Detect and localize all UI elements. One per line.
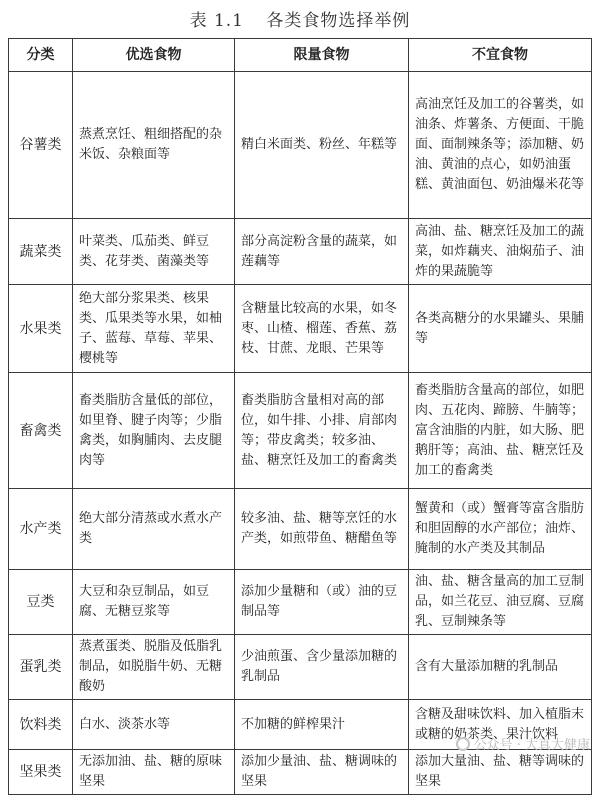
header-limited: 限量食物 — [235, 39, 409, 72]
wechat-logo-icon — [456, 737, 470, 751]
food-choice-table — [8, 38, 592, 795]
category-cell: 坚果类 — [9, 750, 73, 795]
watermark — [456, 734, 590, 753]
table-row — [9, 570, 592, 635]
table-row — [9, 750, 592, 795]
unsuitable-cell: 添加大量油、盐、糖等调味的坚果 — [409, 750, 592, 795]
preferred-cell: 畜类脂肪含量低的部位，如里脊、腱子肉等；少脂禽类，如胸脯肉、去皮腿肉等 — [73, 373, 235, 489]
preferred-cell: 绝大部分浆果类、核果类、瓜果类等水果，如柚子、蓝莓、草莓、苹果、樱桃等 — [73, 285, 235, 373]
table-caption — [0, 6, 600, 31]
header-category: 分类 — [9, 39, 73, 72]
unsuitable-cell: 含有大量添加糖的乳制品 — [409, 635, 592, 700]
unsuitable-cell: 各类高糖分的水果罐头、果脯等 — [409, 285, 592, 373]
category-cell: 谷薯类 — [9, 72, 73, 219]
unsuitable-cell: 含糖及甜味饮料、加入植脂末或糖的奶茶类、果汁饮料 — [409, 700, 592, 750]
limited-cell: 不加糖的鲜榨果汁 — [235, 700, 409, 750]
table-row — [9, 285, 592, 373]
table-row — [9, 72, 592, 219]
watermark-text: 公众号 · 大真大健康 — [473, 738, 590, 753]
category-cell: 水产类 — [9, 489, 73, 570]
preferred-cell: 蒸煮蛋类、脱脂及低脂乳制品，如脱脂牛奶、无糖酸奶 — [73, 635, 235, 700]
table-number: 表 1.1 — [189, 11, 245, 31]
category-cell: 水果类 — [9, 285, 73, 373]
unsuitable-cell: 高油、盐、糖烹饪及加工的蔬菜，如炸藕夹、油焖茄子、油炸的果蔬脆等 — [409, 219, 592, 285]
limited-cell: 畜类脂肪含量相对高的部位，如牛排、小排、肩部肉等；带皮禽类；较多油、盐、糖烹饪及加工的畜禽类 — [235, 373, 409, 489]
table-row — [9, 489, 592, 570]
unsuitable-cell: 蟹黄和（或）蟹膏等富含脂肪和胆固醇的水产部位；油炸、腌制的水产类及其制品 — [409, 489, 592, 570]
table-title: 各类食物选择举例 — [266, 11, 411, 31]
category-cell: 畜禽类 — [9, 373, 73, 489]
limited-cell: 部分高淀粉含量的蔬菜，如莲藕等 — [235, 219, 409, 285]
unsuitable-cell: 畜类脂肪含量高的部位，如肥肉、五花肉、蹄膀、牛腩等；富含油脂的内脏，如大肠、肥鹅肝等；高油、盐、糖烹饪及加工的畜禽类 — [409, 373, 592, 489]
preferred-cell: 蒸煮烹饪、粗细搭配的杂米饭、杂粮面等 — [73, 72, 235, 219]
unsuitable-cell: 油、盐、糖含量高的加工豆制品，如兰花豆、油豆腐、豆腐乳、豆制辣条等 — [409, 570, 592, 635]
header-preferred: 优选食物 — [73, 39, 235, 72]
category-cell: 蔬菜类 — [9, 219, 73, 285]
category-cell: 饮料类 — [9, 700, 73, 750]
limited-cell: 添加少量糖和（或）油的豆制品等 — [235, 570, 409, 635]
header-unsuitable: 不宜食物 — [409, 39, 592, 72]
category-cell: 豆类 — [9, 570, 73, 635]
table-row — [9, 635, 592, 700]
category-cell: 蛋乳类 — [9, 635, 73, 700]
preferred-cell: 白水、淡茶水等 — [73, 700, 235, 750]
limited-cell: 少油煎蛋、含少量添加糖的乳制品 — [235, 635, 409, 700]
limited-cell: 较多油、盐、糖等烹饪的水产类，如煎带鱼、糖醋鱼等 — [235, 489, 409, 570]
preferred-cell: 叶菜类、瓜茄类、鲜豆类、花芽类、菌藻类等 — [73, 219, 235, 285]
table-row — [9, 373, 592, 489]
unsuitable-cell: 高油烹饪及加工的谷薯类，如油条、炸薯条、方便面、干脆面、面制辣条等；添加糖、奶油、黄油的点心，如奶油蛋糕、黄油面包、奶油爆米花等 — [409, 72, 592, 219]
table-row — [9, 219, 592, 285]
preferred-cell: 绝大部分清蒸或水煮水产类 — [73, 489, 235, 570]
limited-cell: 精白米面类、粉丝、年糕等 — [235, 72, 409, 219]
preferred-cell: 无添加油、盐、糖的原味坚果 — [73, 750, 235, 795]
limited-cell: 含糖量比较高的水果，如冬枣、山楂、榴莲、香蕉、荔枝、甘蔗、龙眼、芒果等 — [235, 285, 409, 373]
preferred-cell: 大豆和杂豆制品，如豆腐、无糖豆浆等 — [73, 570, 235, 635]
limited-cell: 添加少量油、盐、糖调味的坚果 — [235, 750, 409, 795]
table-header-row — [9, 39, 592, 72]
